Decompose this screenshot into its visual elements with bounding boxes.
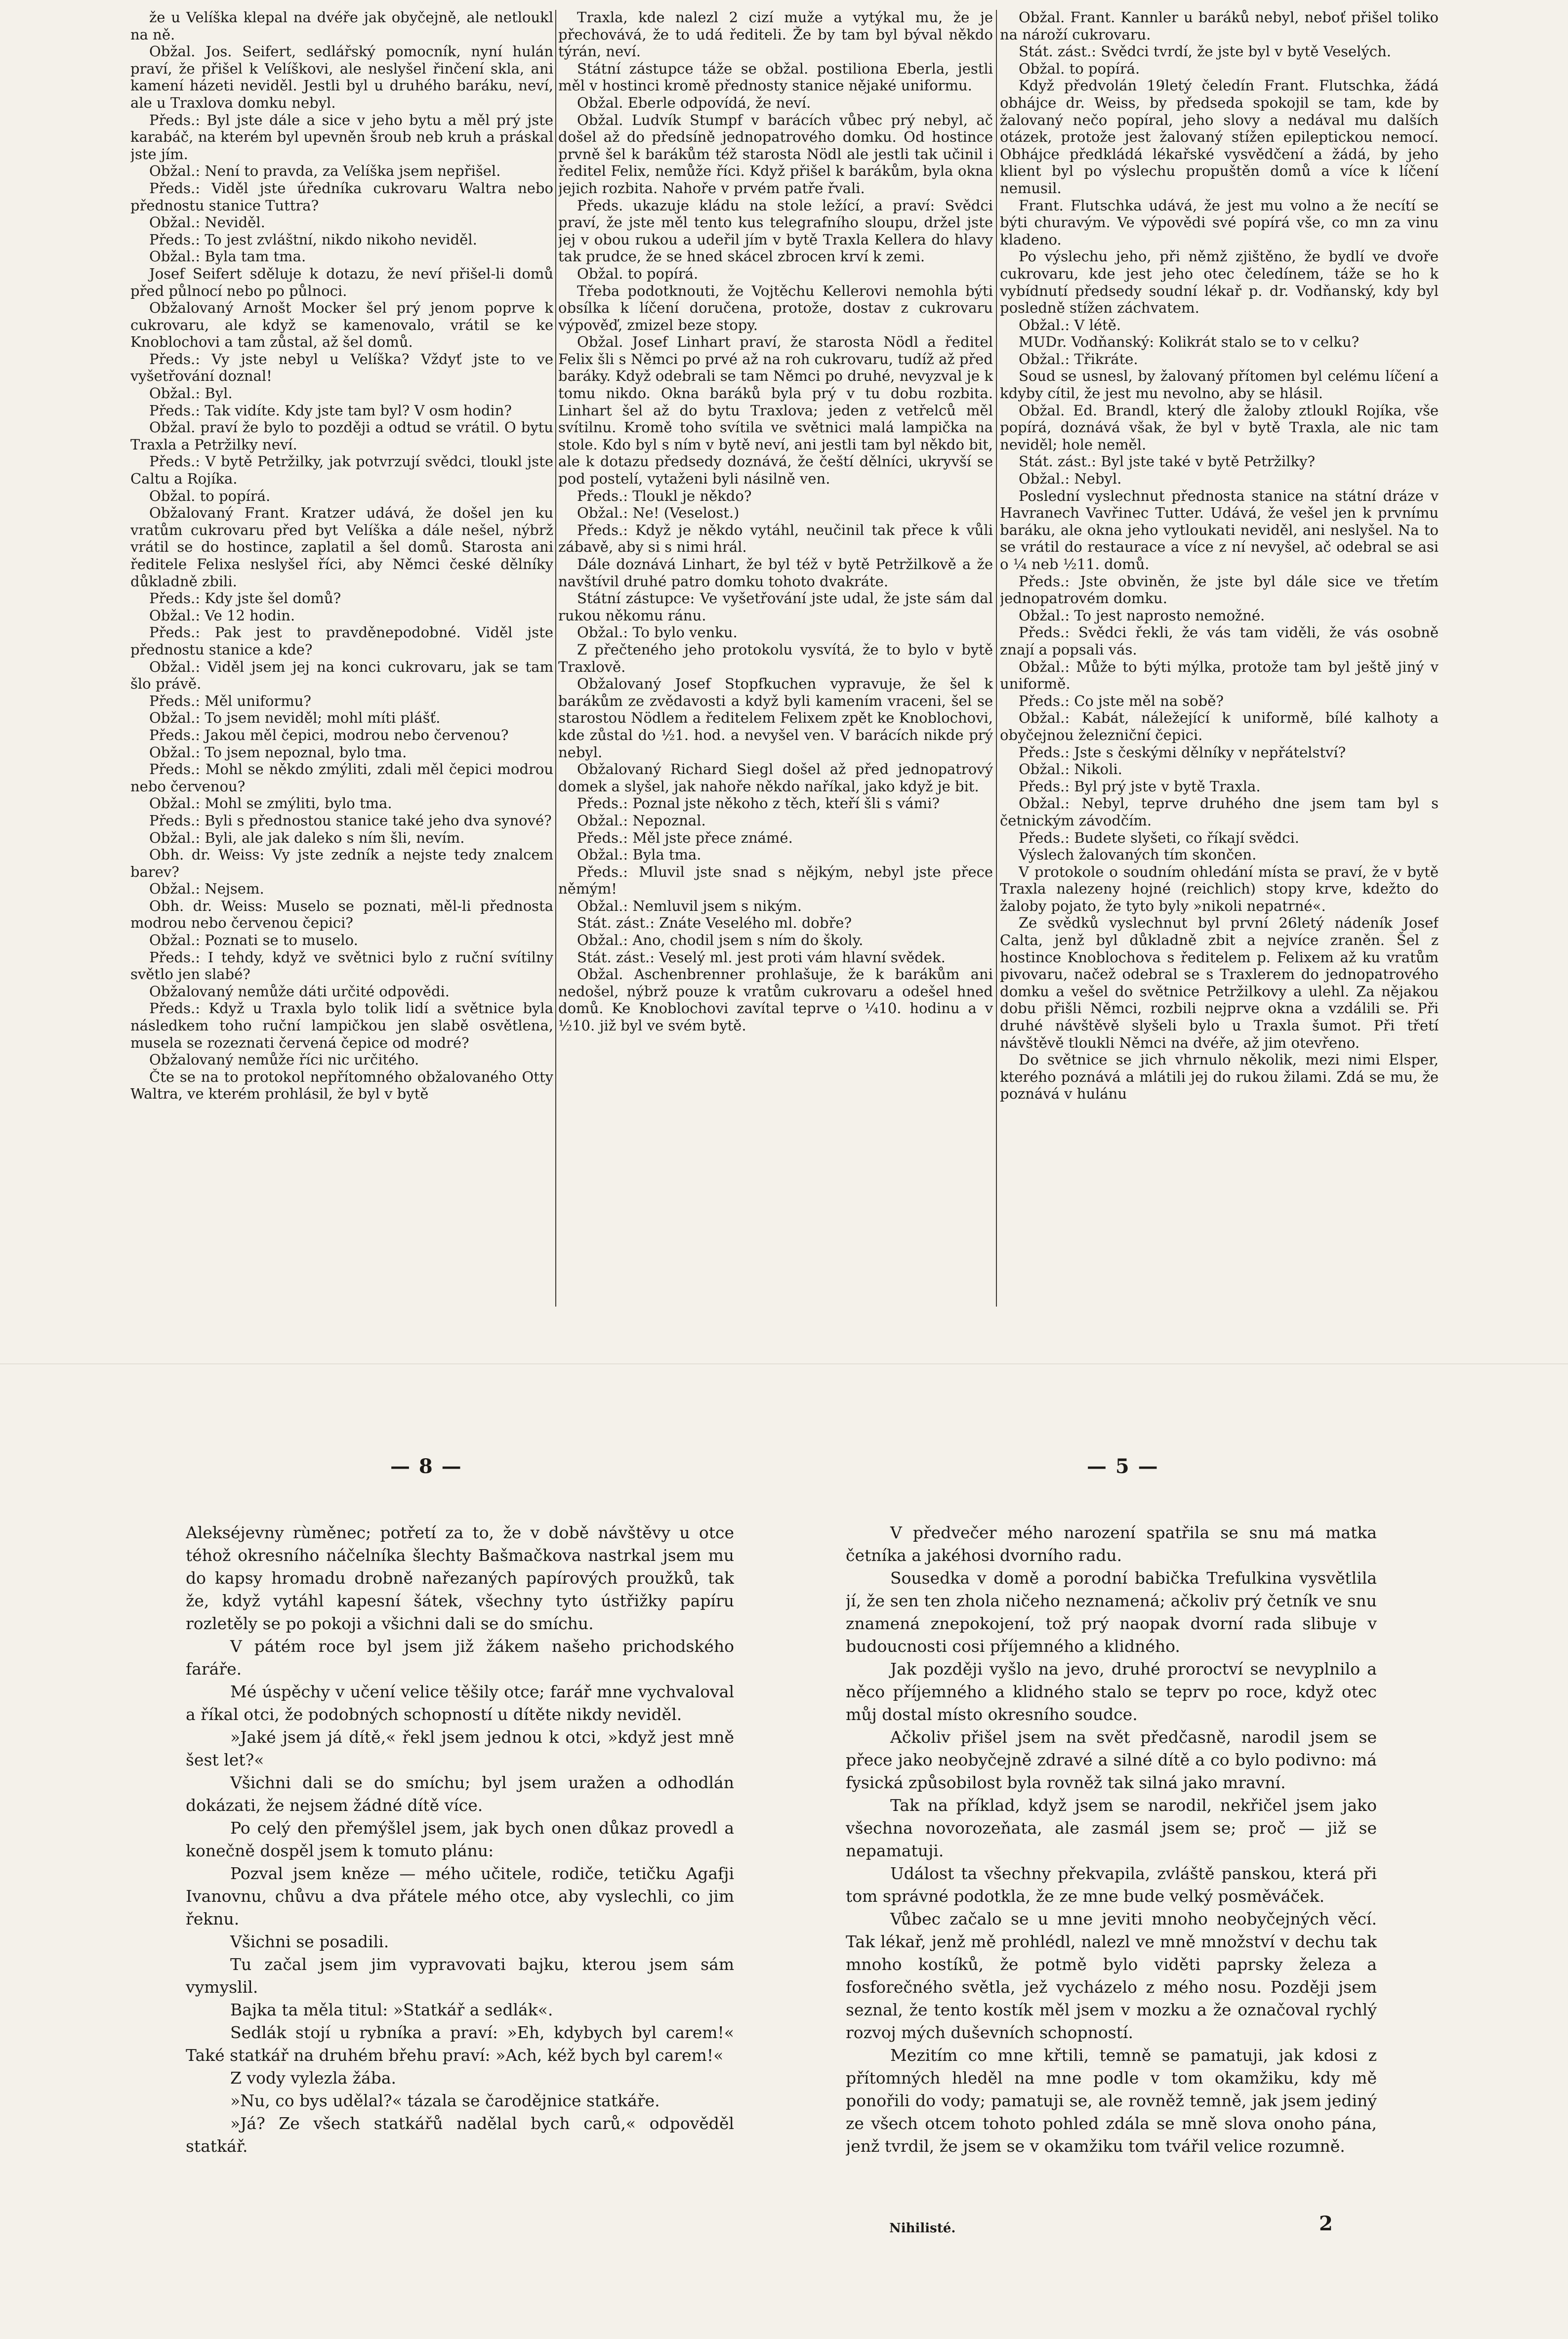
paragraph: Obžal.: Poznati se to muselo. [149,932,358,949]
paragraph: Vůbec začalo se u mne jeviti mnoho neobyčejných věcí. Tak lékař, jenž mě prohlédl, nalezl ve mně množství v dechu tak mnoho kostíků, že potmě bylo viděti paprsky železa a fosforečného světla, jež vycházelo z mého nosu. Později jsem seznal, že tento kostík měl jsem v mozku a že označoval rychlý rozvoj mých duševních schopností. [846,1909,1377,2042]
paragraph: Předs.: Budete slyšeti, co říkají svědci. [1019,829,1300,846]
paragraph: Josef Seifert sděluje k dotazu, že neví přišel-li domů před půlnocí nebo po půlnoci. [130,265,553,299]
paragraph: Předs.: Mluvil jste snad s nějkým, nebyl jste přece němým! [558,863,993,898]
paragraph: Obžal.: To jest naprosto nemožné. [1019,607,1265,624]
paragraph: Dále doznává Linhart, že byl též v bytě Petržilkově a že navštívil druhé patro domku tohoto dvakráte. [558,556,993,590]
paragraph: Obžalovaný Frant. Kratzer udává, že došel jen ku vratům cukrovaru před byt Velíška a dále nešel, nýbrž vrátil se do hostince, zaplatil a šel domů. Starosta ani ředitele Felixa neslyšel říci, aby Němci české dělníky důkladně zbili. [130,504,553,590]
paragraph: Předs.: Viděl jste úředníka cukrovaru Waltra nebo přednostu stanice Tuttra? [130,179,553,214]
paragraph: Ačkoliv přišel jsem na svět předčasně, narodil jsem se přece jako neobyčejně zdravé a silné dítě a co bylo podivno: má fysická způsobilost byla rovněž tak silná jako mravní. [846,1727,1377,1792]
paragraph: Předs.: Jste s českými dělníky v nepřátelství? [1019,743,1346,761]
paragraph: Obžal.: Nejsem. [149,880,264,898]
paragraph: Frant. Flutschka udává, že jest mu volno a že necítí se býti churavým. Ve výpovědi své popírá vše, co mn za vinu kladeno. [1000,197,1439,248]
paragraph: »Nu, co bys udělal?« tázala se čarodějnice statkáře. [230,2091,660,2110]
paragraph: Obžal.: V létě. [1019,316,1121,333]
page-number-left: — 8 — [390,1455,462,1478]
paragraph: Předs.: Když je někdo vytáhl, neučinil tak přece k vůli zábavě, aby si s nimi hrál. [558,521,993,556]
paragraph: Z přečteného jeho protokolu vysvítá, že to bylo v bytě Traxlově. [558,641,993,675]
paragraph: že u Velíška klepal na dvéře jak obyčejně, ale netloukl na ně. [130,9,553,43]
paragraph: Tak na příklad, když jsem se narodil, nekřičel jsem jako všechna novorozeňata, ale zasmál jsem se; proč — již se nepamatuji. [846,1796,1377,1860]
paragraph: Všichni se posadili. [230,1932,389,1951]
paragraph: Obžal.: To jsem neviděl; mohl míti plášť. [149,709,441,727]
paragraph: Obžal.: Nebyl. [1019,470,1122,488]
paragraph: Po celý den přemýšlel jsem, jak bych onen důkaz provedl a konečně dospěl jsem k tomuto plánu: [186,1818,734,1860]
paragraph: Obžal.: Viděl jsem jej na konci cukrovaru, jak se tam šlo právě. [130,658,553,693]
lower-page-left-text [186,1521,734,2169]
paragraph: Obžal.: Mohl se zmýliti, bylo tma. [149,795,392,812]
paragraph: Obžal. to popírá. [1019,60,1140,77]
paragraph: Obžal.: Byla tam tma. [149,248,306,265]
paragraph: Státní zástupce: Ve vyšetřování jste udal, že jste sám dal rukou někomu ránu. [558,590,993,624]
paragraph: Stát. zást.: Znáte Veselého ml. dobře? [577,914,852,932]
paragraph: Z vody vylezla žába. [230,2068,397,2088]
paragraph: Mezitím co mne křtili, temně se pamatuji, jak kdosi z přítomných hleděl na mne podle v tom okamžiku, kdy mě ponořili do vody; pamatuji se, ale rovněž temně, jak jsem jediný ze všech otcem tohoto pohled zdála se mně slova onoho pána, jenž tvrdil, že jsem se v okamžiku tom tvářil velice rozumně. [846,2046,1377,2156]
paragraph: Předs.: Měl uniformu? [149,692,311,709]
paragraph: Výslech žalovaných tím skončen. [1019,846,1257,863]
paragraph: Předs.: I tehdy, když ve světnici bylo z ruční svítilny světlo jen slabé? [130,948,553,983]
lower-page-right-text [846,1521,1377,2169]
paragraph: Pozval jsem kněze — mého učitele, rodiče, tetičku Agafji Ivanovnu, chůvu a dva přátele mého otce, aby vyslechli, co jim řeknu. [186,1864,734,1929]
paragraph: Předs.: Pak jest to pravděnepodobné. Viděl jste přednostu stanice a kde? [130,624,553,658]
paragraph: Obžal.: Ne! (Veselost.) [577,504,740,522]
paragraph: Předs.: Kdy jste šel domů? [149,590,341,607]
paragraph: Obžal.: Nemluvil jsem s nikým. [577,897,802,914]
paragraph: Předs.: Svědci řekli, že vás tam viděli, že vás osobně znají a popsali vás. [1000,624,1439,658]
paragraph: Mé úspěchy v učení velice těšily otce; farář mne vychvaloval a říkal otci, že podobných schopností u dítěte nikdy neviděl. [186,1682,734,1724]
paragraph: Obžal.: Kabát, náležející k uniformě, bílé kalhoty a obyčejnou železniční čepici. [1000,709,1439,743]
paragraph: Předs.: Byl prý jste v bytě Traxla. [1019,778,1261,795]
paragraph: Předs. ukazuje kládu na stole ležící, a praví: Svědci praví, že jste měl tento kus telegrafního sloupu, držel jste jej v obou rukou a udeřil jím v bytě Traxla Kellera do hlavy tak prudce, že se hned skácel zbrocen krví k zemi. [558,197,993,265]
paragraph: MUDr. Vodňanský: Kolikrát stalo se to v celku? [1019,333,1360,351]
paragraph: Obžalovaný nemůže říci nic určitého. [149,1051,419,1068]
paragraph: Obžal.: Nepoznal. [577,812,706,829]
column-divider [996,10,997,1307]
paragraph: Obh. dr. Weiss: Muselo se poznati, měl-li přednosta modrou nebo červenou čepici? [130,897,553,932]
paragraph: Předs.: Byli s přednostou stanice také jeho dva synové? [149,812,552,829]
paragraph: Obžal. Ludvík Stumpf v barácích vůbec prý nebyl, ač došel až do předsíně jednopatrového domku. Od hostince prvně šel k barákům též starosta Nödl ale jestli tak učinil i ředitel Felix, nemůže říci. Když přišel k barákům, byla okna jejich rozbita. Nahoře v prvém patře řvali. [558,111,993,197]
paragraph: Všichni dali se do smíchu; byl jsem uražen a odhodlán dokázati, že nejsem žádné dítě více. [186,1773,734,1815]
paragraph: Alekséjevny rùměnec; potřetí za to, že v době návštěvy u otce téhož okresního náčelníka šlechty Bašmačkova nastrkal jsem mu do kapsy hromadu drobně nařezaných papírových proužků, tak že, když vytáhl kapesní šátek, všechny tyto ústřižky papíru rozletěly se po pokoji a všichni dali se do smíchu. [186,1523,734,1633]
paragraph: Obžal.: Ve 12 hodin. [149,607,295,624]
paragraph: Předs.: Měl jste přece známé. [577,829,793,846]
paragraph: Stát. zást.: Byl jste také v bytě Petržilky? [1019,453,1316,470]
paragraph: Traxla, kde nalezl 2 cizí muže a vytýkal mu, že je přechovává, že to udá řediteli. Že by tam byl býval někdo týrán, neví. [558,9,993,60]
paragraph: Předs.: Jste obviněn, že jste byl dále sice ve třetím jednopatrovém domku. [1000,573,1439,607]
paragraph: Předs.: Tak vidíte. Kdy jste tam byl? V osm hodin? [149,402,512,419]
paragraph: Obžal.: To jsem nepoznal, bylo tma. [149,743,407,761]
paragraph: Obžal. praví že bylo to později a odtud se vrátil. O bytu Traxla a Petržilky neví. [130,419,553,453]
paragraph: Předs.: Tloukl je někdo? [577,487,752,504]
paragraph: Obžal.: Neviděl. [149,214,265,231]
paragraph: Předs.: To jest zvláštní, nikdo nikoho neviděl. [149,231,477,248]
paragraph: Stát. zást.: Veselý ml. jest proti vám hlavní svědek. [577,948,946,966]
paragraph: Předs.: Poznal jste někoho z těch, kteří šli s vámi? [577,795,940,812]
paragraph: Obžal.: Byla tma. [577,846,701,863]
paragraph: Obžal. Eberle odpovídá, že neví. [577,94,811,111]
paragraph: »Jaké jsem já dítě,« řekl jsem jednou k otci, »když jest mně šest let?« [186,1727,734,1769]
paragraph: Sousedka v domě a porodní babička Trefulkina vysvětlila jí, že sen ten zhola ničeho neznamená; ačkoliv prý četník ve snu znamená znepokojení, tož prý naopak dvorní rada slibuje v budoucnosti cosi příjemného a klidného. [846,1568,1377,1656]
paragraph: »Já? Ze všech statkářů nadělal bych carů,« odpověděl statkář. [186,2114,734,2156]
column-divider [555,10,556,1307]
paragraph: Stát. zást.: Svědci tvrdí, že jste byl v bytě Veselých. [1019,43,1391,60]
paragraph: Obžal. Josef Linhart praví, že starosta Nödl a ředitel Felix šli s Němci po prvé až na roh cukrovaru, tudíž až před baráky. Když odebrali se tam Němci po druhé, nevyzval je k tomu nikdo. Okna baráků byla prý v tu dobu rozbita. Linhart šel až do bytu Traxlova; jeden z vetřelců měl svítilnu. Kromě toho svítila ve světnici malá lampička na stole. Kdo byl s ním v bytě neví, ani jestli tam byl někdo bit, ale k dotazu předsedy doznává, že čeští dělníci, ukryvší se pod postelí, vytaženi byli násilně ven. [558,333,993,488]
paragraph: Předs.: Co jste měl na sobě? [1019,692,1224,709]
paragraph: Obžal.: Byl. [149,385,233,402]
paragraph: Čte se na to protokol nepřítomného obžalovaného Otty Waltra, ve kterém prohlásil, že byl v bytě [130,1068,553,1103]
page-fold [0,1363,1568,1364]
paragraph: Předs.: Byl jste dále a sice v jeho bytu a měl prý jste karabáč, na kterém byl upevněn šroub neb kruh a práskal jste jím. [130,111,553,163]
paragraph: Obžalovaný Richard Siegl došel až před jednopatrový domek a slyšel, jak nahoře někdo naříkal, jako když je bit. [558,761,993,795]
paragraph: Obžal.: Není to pravda, za Velíška jsem nepřišel. [149,163,501,180]
paragraph: Předs.: Mohl se někdo zmýliti, zdali měl čepici modrou nebo červenou? [130,761,553,795]
paragraph: Obžal. Ed. Brandl, který dle žaloby ztloukl Rojíka, vše popírá, doznává však, že byl v bytě Traxla, ale nic tam neviděl; hole neměl. [1000,402,1439,453]
paragraph: Třeba podotknouti, že Vojtěchu Kellerovi nemohla býti obsílka k líčení doručena, protože, dostav z cukrovaru výpověď, zmizel beze stopy. [558,282,993,333]
paragraph: Obžal.: Třikráte. [1019,350,1138,368]
paragraph: Obžal. Aschenbrenner prohlašuje, že k barákům ani nedošel, nýbrž pouze k vratům cukrovaru a odešel hned domů. Ke Knoblochovi zavítal teprve o ¼10. hodinu a v ½10. již byl ve svém bytě. [558,966,993,1034]
paragraph: Obh. dr. Weiss: Vy jste zedník a nejste tedy znalcem barev? [130,846,553,880]
column-right [1000,9,1439,1303]
paragraph: Předs.: V bytě Petržilky, jak potvrzují svědci, tloukl jste Caltu a Rojíka. [130,453,553,488]
paragraph: Obžal.: Nebyl, teprve druhého dne jsem tam byl s četnickým závodčím. [1000,795,1439,829]
page-number-right: — 5 — [1087,1455,1159,1478]
signature-number: 2 [1319,2212,1333,2235]
paragraph: Do světnice se jich vhrnulo několik, mezi nimi Elsper, kterého poznává a mlátili jej do rukou žilami. Zdá se mu, že poznává v hulánu [1000,1051,1439,1103]
paragraph: Soud se usnesl, by žalovaný přítomen byl celému líčení a kdyby cítil, že jest mu nevolno, aby se hlásil. [1000,368,1439,402]
paragraph: Poslední vyslechnut přednosta stanice na státní dráze v Havranech Vavřinec Tutter. Udává, že vešel jen k prvnímu baráku, ale okna jeho vytloukati neviděl, ani neslyšel. Na to se vrátil do restaurace a více z ní nevyšel, ač odebral se asi o ¼ neb ½11. domů. [1000,487,1439,573]
paragraph: Obžalovaný Josef Stopfkuchen vypravuje, že šel k barákům ze zvědavosti a když byli kamením vraceni, šel se starostou Nödlem a ředitelem Felixem zpět ke Knoblochovi, kde zůstal do ½1. hod. a nevyšel ven. V barácích nikde prý nebyl. [558,675,993,761]
paragraph: Jak později vyšlo na jevo, druhé proroctví se nevyplnilo a něco příjemného a klidného stalo se teprv po roce, když otec můj dostal místo okresního soudce. [846,1659,1377,1724]
paragraph: Ze svědků vyslechnut byl první 26letý nádeník Josef Calta, jenž byl důkladně zbit a nejvíce zraněn. Šel z hostince Knoblochova s ředitelem p. Felixem až ku vratům pivovaru, načež odebral se s Traxlerem do jednopatrového domku a vešel do světnice Petržilkovy a ulehl. Za nějakou dobu přišli Němci, rozbili nejprve okna a vzdálili se. Při druhé návštěvě slyšeli bylo u Traxla šumot. Při třetí návštěvě tloukli Němci na dvéře, až jim otevřeno. [1000,914,1439,1051]
paragraph: Událost ta všechny překvapila, zvláště panskou, která při tom správné podotkla, že ze mne bude velký posměváček. [846,1864,1377,1906]
column-middle [558,9,993,1303]
paragraph: Tu začal jsem jim vypravovati bajku, kterou jsem sám vymyslil. [186,1955,734,1997]
paragraph: Bajka ta měla titul: »Statkář a sedlák«. [230,2000,553,2019]
paragraph: Obžal. Jos. Seifert, sedlářský pomocník, nyní hulán praví, že přišel k Velíškovi, ale neslyšel řinčení skla, ani kamení házeti neviděl. Jestli byl u druhého baráku, neví, ale u Traxlova domku nebyl. [130,43,553,111]
paragraph: Obžal.: Ano, chodil jsem s ním do školy. [577,932,864,949]
paragraph: Obžal. Frant. Kannler u baráků nebyl, neboť přišel toliko na nároží cukrovaru. [1000,9,1439,43]
paragraph: Sedlák stojí u rybníka a praví: »Eh, kdybych byl carem!« Také statkář na druhém břehu praví: »Ach, kéž bych byl carem!« [186,2023,734,2065]
paragraph: Obžal.: Nikoli. [1019,761,1122,778]
paragraph: V pátém roce byl jsem již žákem našeho prichodského faráře. [186,1637,734,1679]
paragraph: Obžal. to popírá. [149,487,271,504]
paragraph: Předs.: Jakou měl čepici, modrou nebo červenou? [149,726,509,743]
paragraph: Obžalovaný Arnošt Mocker šel prý jenom poprve k cukrovaru, ale když se kamenovalo, vrátil se ke Knoblochovi a tam zůstal, až šel domů. [130,299,553,351]
paragraph: Po výslechu jeho, při němž zjištěno, že bydlí ve dvoře cukrovaru, kde jest jeho otec čeledínem, táže se ho k vybídnutí předsedy soudní lékař p. dr. Vodňanský, kdy byl posledně stížen záchvatem. [1000,248,1439,317]
paragraph: V protokole o soudním ohledání místa se praví, že v bytě Traxla nalezeny hojné (reichlich) stopy krve, kdežto do žaloby pojato, že tyto byly »nikoli nepatrné«. [1000,863,1439,914]
paragraph: V předvečer mého narození spatřila se snu má matka četníka a jakéhosi dvorního radu. [846,1523,1377,1565]
paragraph: Když předvolán 19letý čeledín Frant. Flutschka, žádá obhájce dr. Weiss, by předseda spokojil se tam, kde by žalovaný nečo popíral, jeho slovy a nedával mu dalších otázek, protože jest žalovaný stížen epileptickou nemocí. Obhájce předkládá lékařské vysvědčení a žádá, by jeho klient byl po výslechu propuštěn domů a více k líčení nemusil. [1000,77,1439,197]
paragraph: Obžal.: Může to býti mýlka, protože tam byl ještě jiný v uniformě. [1000,658,1439,693]
paragraph: Obžal.: Byli, ale jak daleko s ním šli, nevím. [149,829,465,846]
paragraph: Obžal. to popírá. [577,265,699,282]
signature-mark: Nihilisté. [889,2221,956,2236]
paragraph: Obžalovaný nemůže dáti určité odpovědi. [149,983,450,1000]
paragraph: Státní zástupce táže se obžal. postiliona Eberla, jestli měl v hostinci kromě přednosty stanice nějaké uniformu. [558,60,993,94]
column-left [130,9,553,1303]
paragraph: Předs.: Když u Traxla bylo tolik lidí a světnice byla následkem toho ruční lampičkou jen slabě osvětlena, musela se rozeznati červená čepice od modré? [130,1000,553,1051]
paragraph: Obžal.: To bylo venku. [577,624,738,641]
paragraph: Předs.: Vy jste nebyl u Velíška? Vždyť jste to ve vyšetřování doznal! [130,350,553,385]
